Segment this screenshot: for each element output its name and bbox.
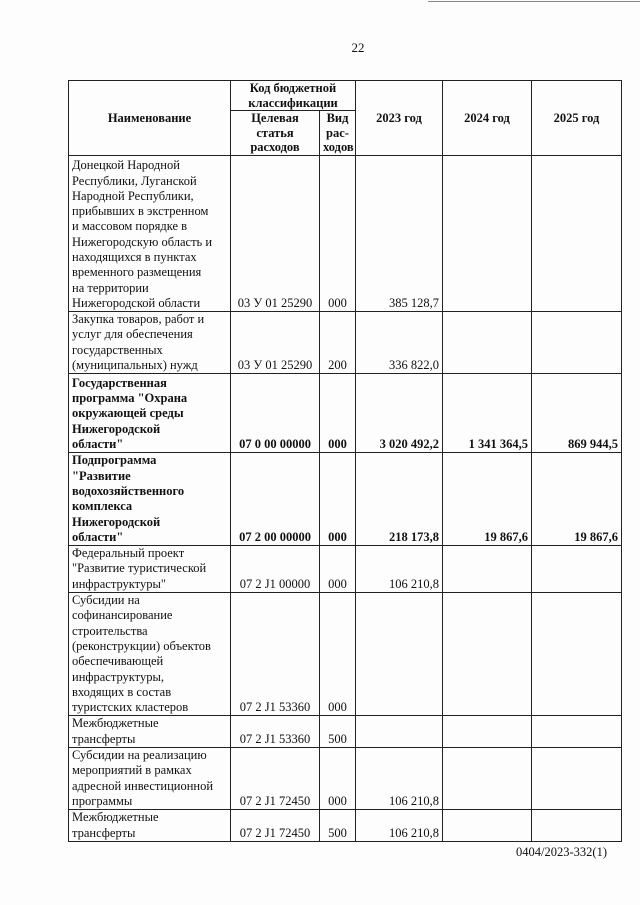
row-name: Федеральный проект "Развитие туристической инфраструктуры" bbox=[69, 546, 231, 593]
row-target-item: 07 0 00 00000 bbox=[231, 374, 320, 453]
table-row bbox=[69, 374, 622, 453]
row-value-2025 bbox=[532, 156, 622, 312]
row-expense-type: 500 bbox=[320, 810, 356, 842]
row-target-item: 07 2 J1 53360 bbox=[231, 716, 320, 748]
row-target-item: 03 У 01 25290 bbox=[231, 156, 320, 312]
table-row bbox=[69, 156, 622, 312]
row-name: Донецкой Народной Республики, Луганской Народной Республики, прибывших в экстренном и массовом порядке в Нижегородскую область и находящихся в пунктах временного размещения на территории Нижегородской области bbox=[69, 156, 231, 312]
table-header-row bbox=[69, 81, 622, 111]
table-row bbox=[69, 312, 622, 374]
document-id-footer: 0404/2023-332(1) bbox=[516, 845, 607, 859]
row-value-2024: 19 867,6 bbox=[443, 453, 532, 546]
header-expense-type: Вид рас- ходов bbox=[320, 111, 356, 156]
table-row bbox=[69, 716, 622, 748]
row-value-2025 bbox=[532, 312, 622, 374]
row-value-2025 bbox=[532, 810, 622, 842]
row-value-2024 bbox=[443, 748, 532, 810]
row-value-2023: 3 020 492,2 bbox=[356, 374, 443, 453]
row-value-2024 bbox=[443, 593, 532, 716]
row-expense-type: 000 bbox=[320, 748, 356, 810]
row-expense-type: 000 bbox=[320, 546, 356, 593]
header-year-2024: 2024 год bbox=[443, 81, 532, 156]
page-number: 22 bbox=[351, 40, 365, 55]
row-name: Межбюджетные трансферты bbox=[69, 716, 231, 748]
row-value-2024: 1 341 364,5 bbox=[443, 374, 532, 453]
row-expense-type: 000 bbox=[320, 156, 356, 312]
row-name: Субсидии на софинансирование строительства (реконструкции) объектов обеспечивающей инфраструктуры, входящих в состав туристских кластеров bbox=[69, 593, 231, 716]
header-target-item: Целевая статья расходов bbox=[231, 111, 320, 156]
row-expense-type: 000 bbox=[320, 374, 356, 453]
row-name: Субсидии на реализацию мероприятий в рамках адресной инвестиционной программы bbox=[69, 748, 231, 810]
row-value-2023: 218 173,8 bbox=[356, 453, 443, 546]
row-target-item: 07 2 00 00000 bbox=[231, 453, 320, 546]
row-value-2023: 106 210,8 bbox=[356, 748, 443, 810]
row-value-2023 bbox=[356, 593, 443, 716]
row-name: Государственная программа "Охрана окружающей среды Нижегородской области" bbox=[69, 374, 231, 453]
table-row bbox=[69, 593, 622, 716]
row-value-2025 bbox=[532, 748, 622, 810]
row-expense-type: 200 bbox=[320, 312, 356, 374]
header-year-2023: 2023 год bbox=[356, 81, 443, 156]
row-value-2023: 106 210,8 bbox=[356, 810, 443, 842]
row-value-2024 bbox=[443, 810, 532, 842]
header-budget-code: Код бюджетной классификации bbox=[231, 81, 356, 111]
row-target-item: 07 2 J1 72450 bbox=[231, 810, 320, 842]
row-value-2025 bbox=[532, 546, 622, 593]
table-row bbox=[69, 546, 622, 593]
row-target-item: 07 2 J1 72450 bbox=[231, 748, 320, 810]
row-expense-type: 000 bbox=[320, 593, 356, 716]
row-name: Подпрограмма "Развитие водохозяйственного комплекса Нижегородской области" bbox=[69, 453, 231, 546]
row-value-2024 bbox=[443, 716, 532, 748]
row-expense-type: 500 bbox=[320, 716, 356, 748]
table-row bbox=[69, 810, 622, 842]
row-name: Закупка товаров, работ и услуг для обеспечения государственных (муниципальных) нужд bbox=[69, 312, 231, 374]
budget-table bbox=[68, 80, 622, 842]
row-expense-type: 000 bbox=[320, 453, 356, 546]
table-row bbox=[69, 453, 622, 546]
row-value-2023 bbox=[356, 716, 443, 748]
row-target-item: 07 2 J1 00000 bbox=[231, 546, 320, 593]
row-target-item: 03 У 01 25290 bbox=[231, 312, 320, 374]
scan-edge-line bbox=[428, 1, 640, 2]
row-value-2025: 19 867,6 bbox=[532, 453, 622, 546]
row-value-2025 bbox=[532, 593, 622, 716]
row-value-2023: 336 822,0 bbox=[356, 312, 443, 374]
header-name: Наименование bbox=[69, 81, 231, 156]
row-target-item: 07 2 J1 53360 bbox=[231, 593, 320, 716]
row-value-2025 bbox=[532, 716, 622, 748]
row-value-2023: 385 128,7 bbox=[356, 156, 443, 312]
row-value-2024 bbox=[443, 312, 532, 374]
row-value-2023: 106 210,8 bbox=[356, 546, 443, 593]
table-row bbox=[69, 748, 622, 810]
row-name: Межбюджетные трансферты bbox=[69, 810, 231, 842]
row-value-2024 bbox=[443, 546, 532, 593]
row-value-2024 bbox=[443, 156, 532, 312]
header-year-2025: 2025 год bbox=[532, 81, 622, 156]
row-value-2025: 869 944,5 bbox=[532, 374, 622, 453]
